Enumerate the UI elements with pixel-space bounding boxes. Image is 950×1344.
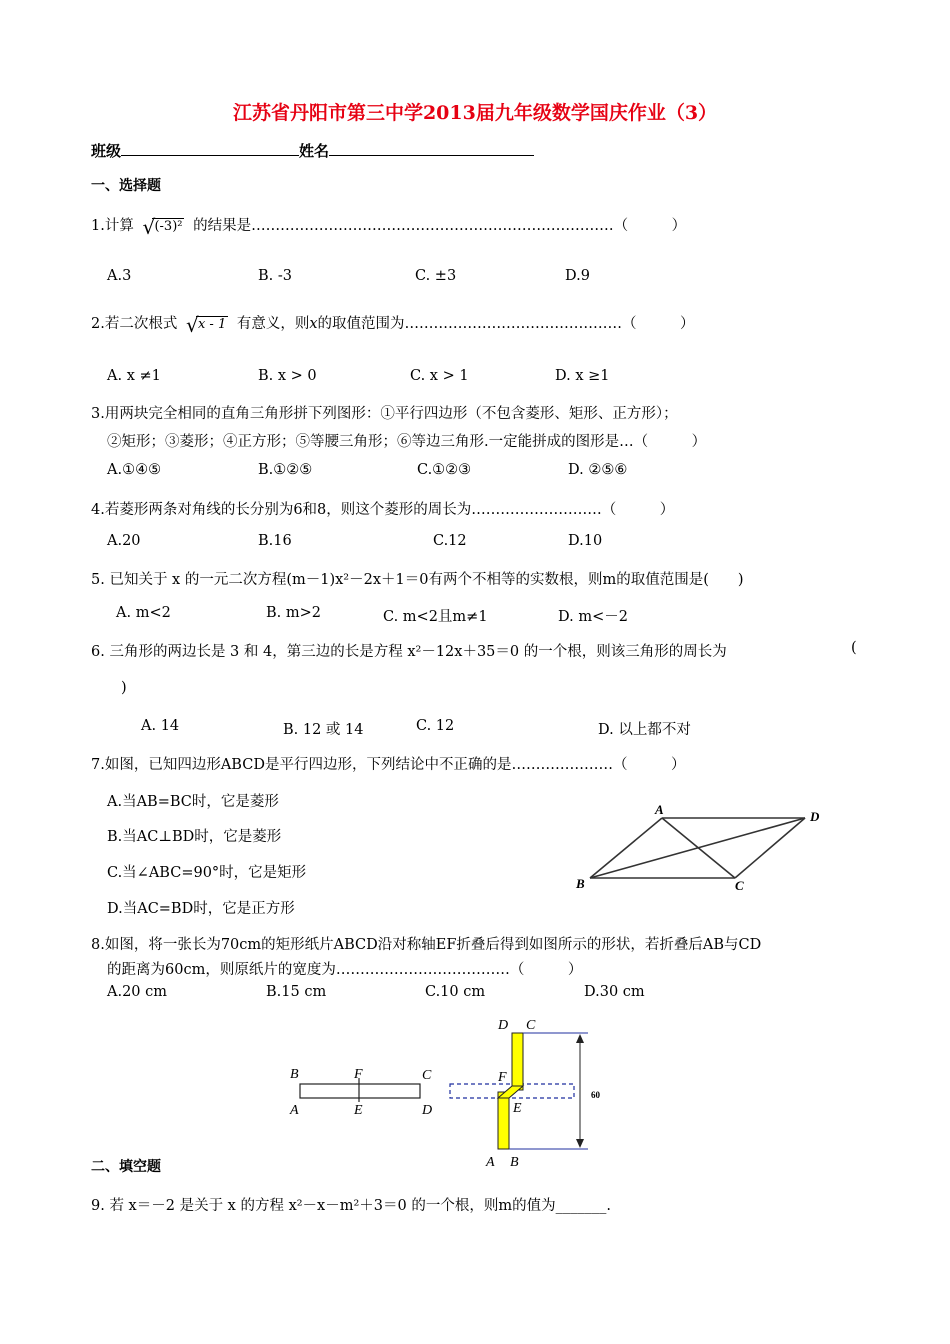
label-a: A (486, 1155, 495, 1170)
q3-option-d[interactable]: D. ②⑤⑥ (568, 462, 628, 478)
q1-option-d[interactable]: D.9 (565, 268, 590, 284)
page-title: 江苏省丹阳市第三中学2013届九年级数学国庆作业（3） (232, 102, 718, 124)
q7-option-c[interactable]: C.当∠ABC=90°时，它是矩形 (107, 865, 307, 881)
name-blank[interactable] (329, 141, 534, 156)
label-b: B (290, 1067, 299, 1082)
q2-mid: 有意义，则 (236, 316, 310, 332)
upper-strip-highlight (512, 1033, 523, 1090)
name-label: 姓名 (299, 142, 330, 160)
q4-option-d[interactable]: D.10 (568, 533, 603, 549)
q2-option-c[interactable]: C. x > 1 (410, 368, 469, 384)
q4-option-b[interactable]: B.16 (258, 533, 292, 549)
q6-option-b[interactable]: B. 12 或 14 (283, 722, 364, 738)
label-c: C (422, 1068, 432, 1083)
question-3-line2: ②矩形；③菱形；④正方形；⑤等腰三角形；⑥等边三角形.一定能拼成的图形是…（ ） (107, 434, 707, 450)
label-c: C (735, 878, 744, 893)
q8-option-c[interactable]: C.10 cm (425, 984, 486, 1000)
q1-prefix: 1.计算 (91, 218, 134, 234)
q7-option-d[interactable]: D.当AC=BD时，它是正方形 (107, 901, 295, 917)
q5-option-b[interactable]: B. m>2 (266, 605, 321, 621)
side-ab (590, 818, 662, 878)
label-b: B (576, 876, 585, 891)
q1-option-b[interactable]: B. -3 (258, 268, 292, 284)
question-8-line1: 8.如图，将一张长为70cm的矩形纸片ABCD沿对称轴EF折叠后得到如图所示的形状，若折叠后AB与CD (91, 937, 762, 953)
q2-var: x (309, 316, 318, 332)
label-f: F (354, 1067, 363, 1082)
section-fill-in: 二、填空题 (91, 1159, 161, 1175)
q8-option-d[interactable]: D.30 cm (584, 984, 645, 1000)
q5-option-d[interactable]: D. m<－2 (558, 609, 628, 625)
label-a: A (290, 1103, 299, 1118)
q2-prefix: 2.若二次根式 (91, 316, 178, 332)
measure-label: 60 (591, 1090, 600, 1100)
q2-suffix: 的取值范围为………………………………………（ ） (317, 316, 695, 332)
q6-option-c[interactable]: C. 12 (416, 718, 455, 734)
q5-option-c[interactable]: C. m<2且m≠1 (383, 609, 488, 625)
q1-sqrt: √ (-3)² (142, 215, 183, 239)
q2-option-a[interactable]: A. x ≠1 (107, 368, 161, 384)
q6-option-a[interactable]: A. 14 (141, 718, 180, 734)
q4-option-a[interactable]: A.20 (107, 533, 141, 549)
student-info-line (91, 140, 534, 161)
q6-paren-close: ) (121, 680, 127, 696)
lower-strip-highlight (498, 1092, 509, 1149)
q1-option-c[interactable]: C. ±3 (415, 268, 457, 284)
label-d: D (810, 809, 820, 824)
label-c: C (526, 1018, 536, 1033)
question-9: 9. 若 x＝－2 是关于 x 的方程 x²－x－m²＋3＝0 的一个根，则m的值为_______. (91, 1198, 611, 1214)
q7-option-a[interactable]: A.当AB=BC时，它是菱形 (107, 794, 279, 810)
arrow-down (576, 1139, 584, 1148)
q2-option-d[interactable]: D. x ≥1 (555, 368, 610, 384)
q3-option-a[interactable]: A.①④⑤ (107, 462, 162, 478)
label-a: A (655, 802, 664, 817)
q3-option-b[interactable]: B.①②⑤ (258, 462, 313, 478)
q2-sqrt: √ x - 1 (185, 313, 227, 337)
question-3-line1: 3.用两块完全相同的直角三角形拼下列图形：①平行四边形（不包含菱形、矩形、正方形）； (91, 406, 678, 422)
question-5: 5. 已知关于 x 的一元二次方程(m－1)x²－2x＋1＝0有两个不相等的实数根，则m的取值范围是( ) (91, 572, 744, 588)
q7-option-b[interactable]: B.当AC⊥BD时，它是菱形 (107, 829, 282, 845)
q7-parallelogram-figure (570, 800, 830, 895)
q6-option-d[interactable]: D. 以上都不对 (598, 722, 691, 738)
label-f: F (498, 1070, 507, 1085)
q8-option-a[interactable]: A.20 cm (107, 984, 168, 1000)
diagonal-bd (590, 818, 805, 878)
q4-option-c[interactable]: C.12 (433, 533, 467, 549)
q8-option-b[interactable]: B.15 cm (266, 984, 327, 1000)
question-1 (91, 214, 687, 239)
q1-suffix: 的结果是…………………………………………………………………（ ） (193, 218, 687, 234)
q6-paren-open: ( (851, 640, 857, 656)
q1-radicand: (-3)² (154, 219, 183, 234)
label-d: D (498, 1018, 509, 1033)
q8-folded-figure (446, 1012, 616, 1172)
q5-option-a[interactable]: A. m<2 (116, 605, 171, 621)
class-label: 班级 (91, 142, 122, 160)
label-d: D (422, 1103, 433, 1118)
class-blank[interactable] (121, 141, 299, 156)
label-e: E (354, 1103, 363, 1118)
q8-rectangle-figure (284, 1062, 444, 1122)
q2-radicand: x - 1 (197, 317, 227, 332)
question-2 (91, 312, 695, 337)
q3-option-c[interactable]: C.①②③ (417, 462, 472, 478)
label-b: B (510, 1155, 519, 1170)
question-8-line2: 的距离为60cm，则原纸片的宽度为………………………………（ ） (107, 962, 583, 978)
question-7: 7.如图，已知四边形ABCD是平行四边形，下列结论中不正确的是…………………（ ） (91, 757, 686, 773)
paper-strip (300, 1084, 420, 1098)
question-6: 6. 三角形的两边长是 3 和 4，第三边的长是方程 x²－12x＋35＝0 的一个根，则该三角形的周长为 (91, 644, 727, 660)
arrow-up (576, 1034, 584, 1043)
question-4: 4.若菱形两条对角线的长分别为6和8，则这个菱形的周长为………………………（ ） (91, 502, 675, 518)
q2-option-b[interactable]: B. x > 0 (258, 368, 317, 384)
q1-option-a[interactable]: A.3 (107, 268, 132, 284)
label-e: E (513, 1101, 522, 1116)
section-multiple-choice: 一、选择题 (91, 178, 161, 194)
